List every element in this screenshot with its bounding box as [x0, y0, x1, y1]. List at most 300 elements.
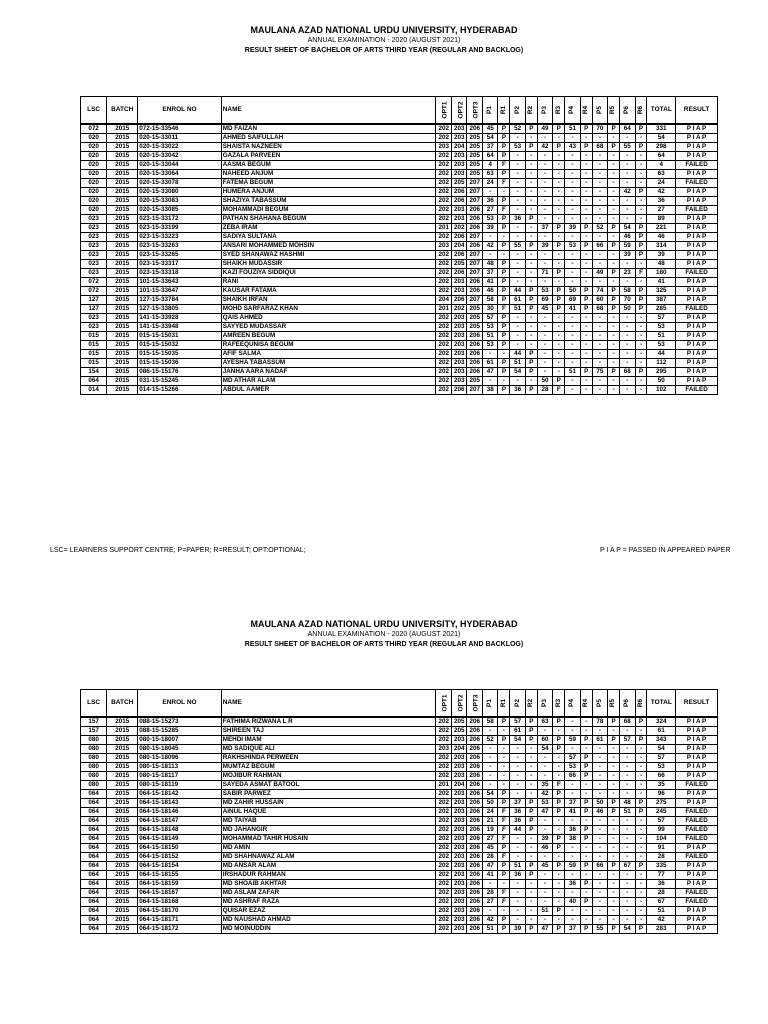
cell-p2: 53: [510, 143, 526, 152]
cell-opt2: 203: [451, 332, 467, 341]
cell-result: P I A P: [676, 143, 718, 152]
cell-p2: -: [510, 161, 526, 170]
cell-p4: 53: [565, 242, 581, 251]
table-row: [81, 844, 718, 853]
cell-r1: P: [498, 916, 510, 925]
cell-r2: -: [525, 260, 537, 269]
cell-enrol-no: 020-15-33011: [138, 134, 222, 143]
cell-r4: P: [580, 826, 592, 835]
cell-p4: -: [565, 251, 581, 260]
cell-opt2: 203: [451, 763, 467, 772]
cell-opt3: 205: [467, 377, 483, 386]
cell-p4: -: [565, 161, 581, 170]
cell-r6: -: [635, 727, 647, 736]
cell-p5: -: [592, 880, 608, 889]
cell-p2: -: [510, 188, 526, 197]
cell-p2: 44: [510, 826, 526, 835]
cell-result: P I A P: [676, 215, 718, 224]
cell-result: P I A P: [676, 152, 718, 161]
cell-p1: 21: [482, 817, 498, 826]
cell-total: 343: [647, 736, 676, 745]
col-header-r5: R5: [608, 690, 620, 718]
cell-p6: 68: [620, 368, 636, 377]
sheet-title: RESULT SHEET OF BACHELOR OF ARTS THIRD YEAR (REGULAR AND BACKLOG): [244, 46, 524, 54]
cell-result: P I A P: [676, 224, 718, 233]
cell-batch: 2015: [107, 341, 138, 350]
cell-r3: P: [553, 269, 565, 278]
cell-r1: -: [498, 727, 510, 736]
cell-enrol-no: 064-15-18154: [138, 862, 222, 871]
cell-r5: P: [608, 296, 620, 305]
cell-opt1: 203: [436, 242, 452, 251]
cell-result: FAILED: [676, 889, 718, 898]
cell-p5: 61: [592, 736, 608, 745]
cell-p4: -: [565, 717, 581, 727]
cell-r5: -: [608, 871, 620, 880]
cell-opt1: 202: [436, 386, 452, 395]
cell-name: MOHAMMAD TAHIR HUSAIN: [221, 835, 436, 844]
cell-opt2: 203: [451, 278, 467, 287]
cell-p4: -: [565, 197, 581, 206]
col-header-r1: R1: [498, 690, 510, 718]
cell-r1: P: [498, 359, 510, 368]
table-row: [81, 808, 718, 817]
cell-p3: 42: [537, 790, 553, 799]
cell-r2: -: [525, 844, 537, 853]
cell-p2: -: [510, 377, 526, 386]
cell-p6: 54: [620, 925, 636, 934]
cell-opt2: 203: [451, 161, 467, 170]
cell-r4: -: [580, 790, 592, 799]
cell-opt3: 205: [467, 134, 483, 143]
cell-opt1: 202: [436, 215, 452, 224]
cell-batch: 2015: [107, 745, 138, 754]
cell-p5: -: [592, 386, 608, 395]
cell-r5: -: [608, 215, 620, 224]
cell-p4: -: [565, 745, 581, 754]
cell-p3: 45: [537, 862, 553, 871]
cell-r1: P: [498, 717, 510, 727]
cell-opt2: 203: [451, 853, 467, 862]
cell-r4: P: [580, 772, 592, 781]
cell-p5: -: [592, 278, 608, 287]
col-header-p2: P2: [510, 97, 526, 125]
cell-r2: P: [525, 799, 537, 808]
col-header-opt1: OPT1: [436, 690, 452, 718]
cell-p6: -: [620, 772, 636, 781]
cell-p1: 38: [482, 386, 498, 395]
cell-p2: -: [510, 314, 526, 323]
cell-opt3: 205: [467, 323, 483, 332]
cell-p4: -: [565, 817, 581, 826]
cell-total: 295: [647, 368, 676, 377]
cell-r6: P: [635, 305, 647, 314]
cell-result: FAILED: [676, 808, 718, 817]
cell-name: HUMERA ANJUM: [221, 188, 436, 197]
cell-enrol-no: 064-15-18142: [138, 790, 222, 799]
col-header-lsc: LSC: [81, 97, 107, 125]
cell-result: P I A P: [676, 188, 718, 197]
table-row: [81, 925, 718, 934]
cell-r1: P: [498, 152, 510, 161]
cell-p1: 19: [482, 826, 498, 835]
cell-lsc: 014: [81, 386, 107, 395]
cell-batch: 2015: [107, 835, 138, 844]
cell-r6: -: [635, 763, 647, 772]
cell-p3: -: [537, 278, 553, 287]
cell-enrol-no: 031-15-15245: [138, 377, 222, 386]
cell-total: 53: [647, 763, 676, 772]
cell-r1: F: [498, 835, 510, 844]
cell-name: MD ATHAR ALAM: [221, 377, 436, 386]
cell-name: AASMA BEGUM: [221, 161, 436, 170]
cell-r2: P: [525, 368, 537, 377]
cell-r5: P: [608, 808, 620, 817]
cell-p1: 37: [482, 269, 498, 278]
cell-opt2: 205: [451, 727, 467, 736]
cell-r4: -: [580, 134, 592, 143]
cell-batch: 2015: [107, 269, 138, 278]
cell-r4: P: [580, 305, 592, 314]
cell-total: 35: [647, 781, 676, 790]
cell-total: 180: [647, 269, 676, 278]
cell-p5: -: [592, 772, 608, 781]
cell-name: IRSHADUR RAHMAN: [221, 871, 436, 880]
cell-opt3: 206: [467, 889, 483, 898]
cell-p1: 45: [482, 124, 498, 134]
cell-p2: -: [510, 790, 526, 799]
cell-r2: -: [525, 790, 537, 799]
cell-result: P I A P: [676, 170, 718, 179]
cell-r1: -: [498, 880, 510, 889]
cell-r6: -: [635, 350, 647, 359]
cell-p3: 60: [537, 736, 553, 745]
cell-name: ABDUL AAMER: [221, 386, 436, 395]
cell-r4: -: [580, 278, 592, 287]
cell-r6: -: [635, 916, 647, 925]
sheet-1-header: [0, 24, 768, 55]
cell-p1: 63: [482, 170, 498, 179]
cell-batch: 2015: [107, 871, 138, 880]
cell-name: SHAISTA NAZNEEN: [221, 143, 436, 152]
cell-r3: -: [553, 251, 565, 260]
cell-total: 112: [647, 359, 676, 368]
cell-p6: -: [620, 898, 636, 907]
cell-opt3: 207: [467, 179, 483, 188]
cell-r4: -: [580, 781, 592, 790]
cell-r5: P: [608, 287, 620, 296]
cell-p5: -: [592, 332, 608, 341]
cell-opt3: 207: [467, 296, 483, 305]
cell-name: MD SHOAIB AKHTAR: [221, 880, 436, 889]
legend-piap: P I A P = PASSED IN APPEARED PAPER: [600, 547, 731, 554]
cell-r5: P: [608, 717, 620, 727]
cell-p6: -: [620, 763, 636, 772]
cell-p4: -: [565, 179, 581, 188]
cell-r2: -: [525, 179, 537, 188]
cell-p6: -: [620, 134, 636, 143]
cell-total: 283: [647, 925, 676, 934]
cell-r6: -: [635, 377, 647, 386]
cell-p3: 53: [537, 287, 553, 296]
cell-r5: -: [608, 745, 620, 754]
cell-p5: 52: [592, 224, 608, 233]
sheet-title: RESULT SHEET OF BACHELOR OF ARTS THIRD YEAR (REGULAR AND BACKLOG): [244, 640, 524, 648]
cell-p4: 59: [565, 736, 581, 745]
cell-p2: -: [510, 880, 526, 889]
cell-name: AMREEN BEGUM: [221, 332, 436, 341]
cell-total: 67: [647, 898, 676, 907]
cell-p1: 53: [482, 215, 498, 224]
cell-opt2: 206: [451, 251, 467, 260]
cell-r6: -: [635, 341, 647, 350]
cell-r3: P: [553, 296, 565, 305]
cell-lsc: 020: [81, 206, 107, 215]
cell-r1: P: [498, 269, 510, 278]
cell-opt2: 203: [451, 323, 467, 332]
cell-p4: -: [565, 386, 581, 395]
cell-r3: -: [553, 880, 565, 889]
col-header-opt1: OPT1: [436, 97, 452, 125]
cell-opt3: 207: [467, 269, 483, 278]
cell-p2: 36: [510, 215, 526, 224]
cell-p6: -: [620, 916, 636, 925]
cell-opt1: 202: [436, 862, 452, 871]
cell-enrol-no: 020-15-33064: [138, 170, 222, 179]
cell-p2: -: [510, 269, 526, 278]
cell-r1: P: [498, 332, 510, 341]
cell-r3: -: [553, 188, 565, 197]
cell-r1: P: [498, 736, 510, 745]
cell-p4: 59: [565, 862, 581, 871]
cell-r4: -: [580, 907, 592, 916]
cell-opt3: 205: [467, 143, 483, 152]
cell-total: 54: [647, 745, 676, 754]
cell-r2: P: [525, 717, 537, 727]
cell-r4: -: [580, 853, 592, 862]
cell-lsc: 080: [81, 745, 107, 754]
cell-r4: P: [580, 799, 592, 808]
cell-r4: -: [580, 260, 592, 269]
cell-opt1: 202: [436, 314, 452, 323]
cell-lsc: 157: [81, 717, 107, 727]
cell-batch: 2015: [107, 772, 138, 781]
cell-r6: P: [635, 925, 647, 934]
cell-p1: -: [482, 907, 498, 916]
cell-name: KAUSAR FATAMA: [221, 287, 436, 296]
cell-r3: -: [553, 170, 565, 179]
cell-p5: 78: [592, 717, 608, 727]
table-row: [81, 269, 718, 278]
cell-result: P I A P: [676, 323, 718, 332]
cell-p2: -: [510, 907, 526, 916]
cell-p5: -: [592, 844, 608, 853]
cell-p1: 41: [482, 278, 498, 287]
cell-p4: -: [565, 377, 581, 386]
cell-batch: 2015: [107, 323, 138, 332]
cell-p3: -: [537, 170, 553, 179]
cell-lsc: 064: [81, 817, 107, 826]
cell-r6: P: [635, 368, 647, 377]
table-row: [81, 862, 718, 871]
cell-name: MOJIBUR RAHMAN: [221, 772, 436, 781]
cell-r6: -: [635, 907, 647, 916]
cell-name: AFIF SALMA: [221, 350, 436, 359]
cell-p1: 45: [482, 844, 498, 853]
cell-enrol-no: 080-15-18096: [138, 754, 222, 763]
cell-r6: -: [635, 871, 647, 880]
cell-name: MUMTAZ BEGUM: [221, 763, 436, 772]
cell-opt3: 206: [467, 871, 483, 880]
cell-name: AYESHA TABASSUM: [221, 359, 436, 368]
cell-p2: 36: [510, 871, 526, 880]
cell-p1: 53: [482, 341, 498, 350]
cell-opt3: 206: [467, 341, 483, 350]
cell-p6: -: [620, 170, 636, 179]
cell-result: P I A P: [676, 251, 718, 260]
cell-opt3: 206: [467, 808, 483, 817]
cell-r3: -: [553, 341, 565, 350]
cell-r4: P: [580, 287, 592, 296]
col-header-p3: P3: [537, 97, 553, 125]
cell-name: MD ANSAR ALAM: [221, 862, 436, 871]
cell-p2: 36: [510, 808, 526, 817]
cell-opt3: 206: [467, 781, 483, 790]
cell-p1: -: [482, 727, 498, 736]
cell-opt2: 203: [451, 871, 467, 880]
university-title: MAULANA AZAD NATIONAL URDU UNIVERSITY, HYDERABAD: [250, 619, 518, 629]
cell-r2: P: [525, 305, 537, 314]
cell-p6: -: [620, 853, 636, 862]
cell-p6: -: [620, 889, 636, 898]
table-row: [81, 754, 718, 763]
cell-r4: -: [580, 206, 592, 215]
cell-batch: 2015: [107, 215, 138, 224]
cell-result: P I A P: [676, 790, 718, 799]
cell-r6: -: [635, 835, 647, 844]
cell-result: FAILED: [676, 817, 718, 826]
cell-enrol-no: 127-15-33784: [138, 296, 222, 305]
cell-r5: P: [608, 305, 620, 314]
cell-p4: -: [565, 170, 581, 179]
cell-opt1: 202: [436, 323, 452, 332]
cell-opt2: 203: [451, 889, 467, 898]
col-header-r6: R6: [635, 97, 647, 125]
cell-total: 275: [647, 799, 676, 808]
cell-total: 42: [647, 188, 676, 197]
cell-opt1: 202: [436, 808, 452, 817]
cell-r3: P: [553, 907, 565, 916]
cell-total: 64: [647, 152, 676, 161]
table-row: [81, 799, 718, 808]
cell-r4: P: [580, 925, 592, 934]
cell-p6: -: [620, 152, 636, 161]
cell-opt2: 203: [451, 826, 467, 835]
cell-r4: -: [580, 717, 592, 727]
cell-p4: -: [565, 314, 581, 323]
cell-r4: P: [580, 898, 592, 907]
cell-opt3: 206: [467, 835, 483, 844]
cell-p6: -: [620, 314, 636, 323]
cell-p4: -: [565, 134, 581, 143]
table-row: [81, 143, 718, 152]
cell-p6: -: [620, 350, 636, 359]
cell-r2: P: [525, 862, 537, 871]
cell-p1: 54: [482, 134, 498, 143]
cell-opt1: 202: [436, 889, 452, 898]
cell-p6: 67: [620, 862, 636, 871]
cell-p6: 58: [620, 287, 636, 296]
cell-p6: -: [620, 341, 636, 350]
cell-lsc: 023: [81, 323, 107, 332]
cell-opt2: 202: [451, 305, 467, 314]
cell-p3: -: [537, 260, 553, 269]
col-header-p4: P4: [565, 690, 581, 718]
cell-p5: -: [592, 853, 608, 862]
cell-p1: 51: [482, 925, 498, 934]
col-header-p3: P3: [537, 690, 553, 718]
cell-p4: -: [565, 844, 581, 853]
cell-opt3: 206: [467, 745, 483, 754]
cell-r2: -: [525, 907, 537, 916]
cell-p2: 36: [510, 817, 526, 826]
cell-p1: 30: [482, 305, 498, 314]
cell-r3: -: [553, 161, 565, 170]
cell-opt1: 202: [436, 853, 452, 862]
cell-r1: -: [498, 377, 510, 386]
cell-enrol-no: 064-15-18172: [138, 925, 222, 934]
cell-opt1: 202: [436, 736, 452, 745]
cell-opt1: 202: [436, 206, 452, 215]
cell-p5: -: [592, 134, 608, 143]
col-header-r4: R4: [580, 690, 592, 718]
cell-opt3: 206: [467, 790, 483, 799]
cell-p3: 69: [537, 296, 553, 305]
table-row: [81, 188, 718, 197]
cell-p4: -: [565, 853, 581, 862]
cell-r1: F: [498, 161, 510, 170]
cell-r2: -: [525, 880, 537, 889]
cell-opt2: 203: [451, 844, 467, 853]
cell-opt2: 203: [451, 314, 467, 323]
cell-opt1: 202: [436, 251, 452, 260]
cell-p1: 27: [482, 835, 498, 844]
cell-r5: -: [608, 907, 620, 916]
cell-result: P I A P: [676, 368, 718, 377]
cell-lsc: 023: [81, 269, 107, 278]
cell-total: 51: [647, 907, 676, 916]
col-header-result: RESULT: [676, 97, 718, 125]
cell-batch: 2015: [107, 916, 138, 925]
cell-p5: -: [592, 907, 608, 916]
cell-name: MOHD SARFARAZ KHAN: [221, 305, 436, 314]
cell-p5: -: [592, 188, 608, 197]
cell-opt1: 202: [436, 835, 452, 844]
cell-r2: -: [525, 754, 537, 763]
cell-r2: -: [525, 323, 537, 332]
cell-r6: -: [635, 898, 647, 907]
cell-opt3: 206: [467, 224, 483, 233]
cell-r6: F: [635, 269, 647, 278]
cell-batch: 2015: [107, 377, 138, 386]
cell-enrol-no: 064-15-18159: [138, 880, 222, 889]
cell-opt1: 201: [436, 305, 452, 314]
sheet-2-header: [0, 618, 768, 649]
cell-name: SYED SHANAWAZ HASHMI: [221, 251, 436, 260]
cell-result: P I A P: [676, 350, 718, 359]
col-header-opt2: OPT2: [451, 97, 467, 125]
cell-p2: 61: [510, 727, 526, 736]
